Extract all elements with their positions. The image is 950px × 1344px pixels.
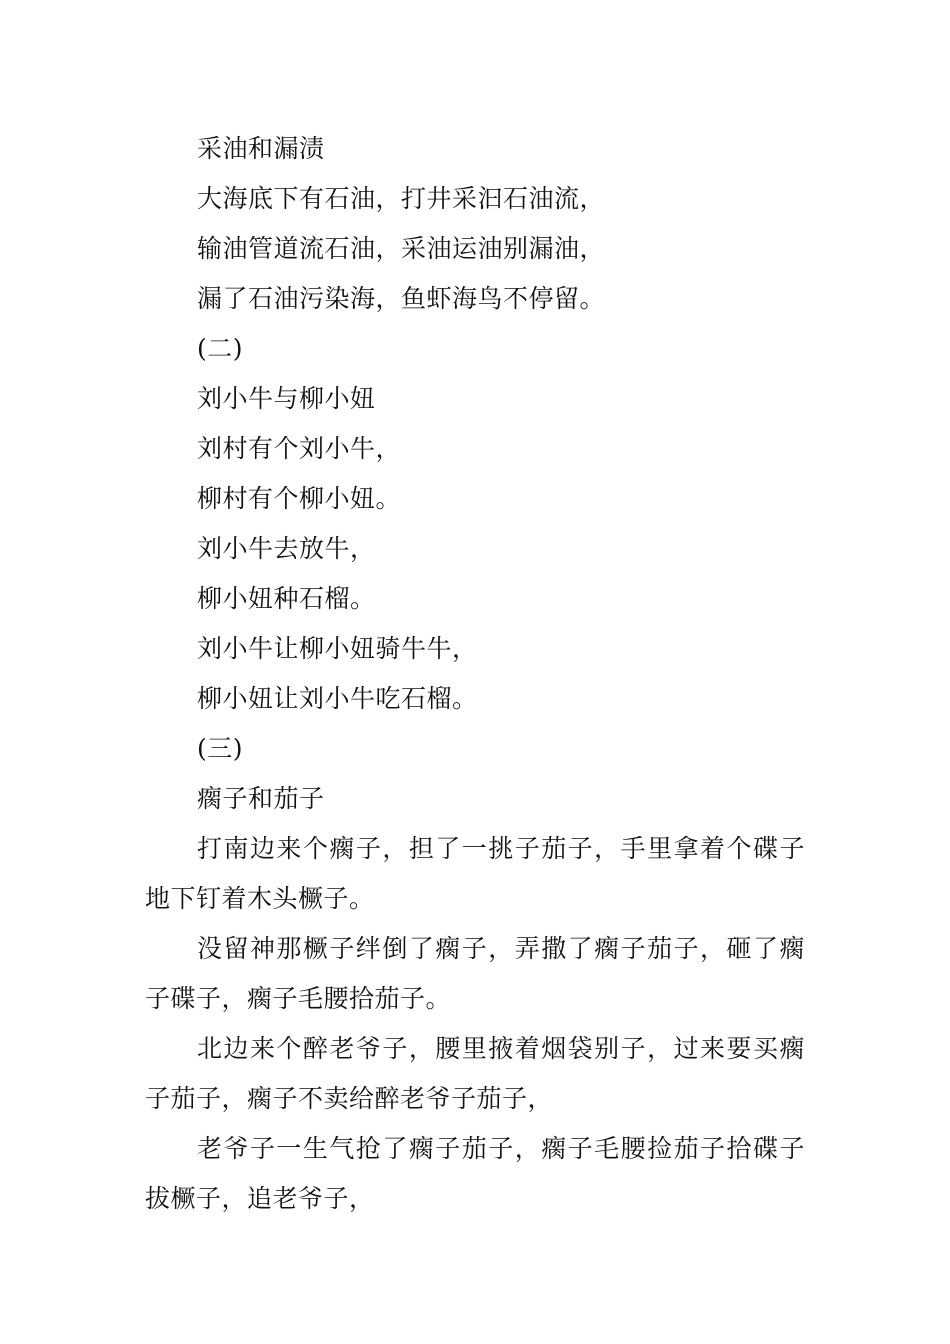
paragraph: 打南边来个瘸子，担了一挑子茄子，手里拿着个碟子地下钉着木头橛子。	[145, 834, 805, 913]
verse-line: 大海底下有石油，打井采汩石油流，	[197, 184, 606, 213]
section-title-2: 刘小牛与柳小妞	[197, 384, 376, 413]
verse-line: 输油管道流石油，采油运油别漏油，	[197, 234, 606, 263]
verse-line: 刘小牛去放牛，	[197, 534, 376, 563]
section-title-3: 瘸子和茄子	[197, 784, 325, 813]
verse-line: 柳小妞种石榴。	[197, 584, 376, 613]
verse-line: 刘小牛让柳小妞骑牛牛，	[197, 634, 478, 663]
document-body	[145, 124, 805, 1224]
section-number-3: (三)	[197, 734, 244, 763]
verse-line: 柳小妞让刘小牛吃石榴。	[197, 684, 478, 713]
verse-line: 刘村有个刘小牛，	[197, 434, 402, 463]
section-title-1: 采油和漏渍	[197, 134, 325, 163]
paragraph: 北边来个醉老爷子，腰里掖着烟袋别子，过来要买瘸子茄子，瘸子不卖给醉老爷子茄子，	[145, 1034, 805, 1113]
section-number-2: (二)	[197, 334, 244, 363]
verse-line: 漏了石油污染海，鱼虾海鸟不停留。	[197, 284, 606, 313]
paragraph: 老爷子一生气抢了瘸子茄子，瘸子毛腰捡茄子拾碟子拔橛子，追老爷子，	[145, 1134, 805, 1213]
verse-line: 柳村有个柳小妞。	[197, 484, 402, 513]
paragraph: 没留神那橛子绊倒了瘸子，弄撒了瘸子茄子，砸了瘸子碟子，瘸子毛腰拾茄子。	[145, 934, 805, 1013]
